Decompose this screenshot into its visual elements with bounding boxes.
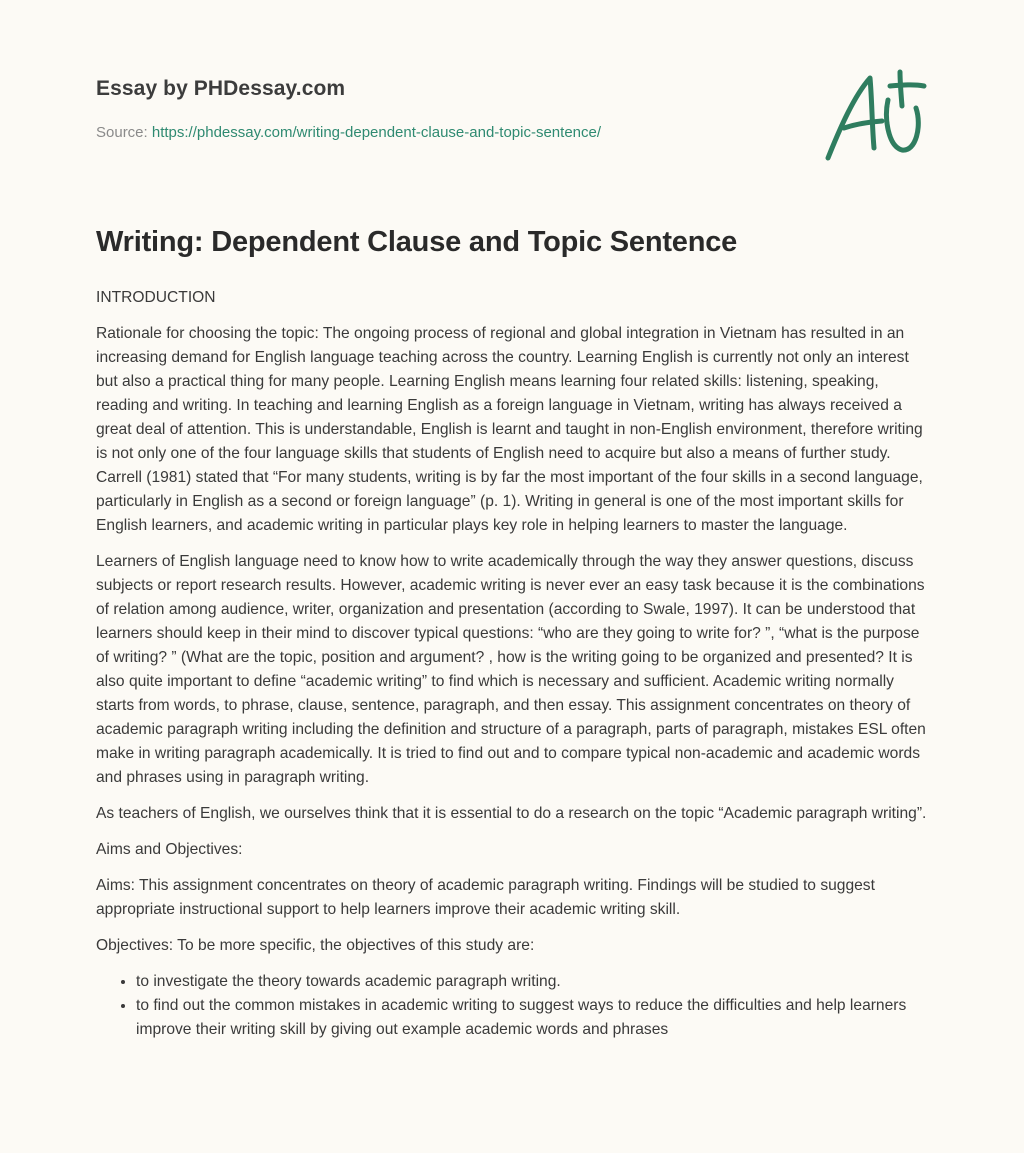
site-brand: Essay by PHDessay.com [96,77,346,100]
essay-title: Writing: Dependent Clause and Topic Sentence [96,226,738,258]
source-label: Source: [96,124,152,141]
paragraph-aims: Aims: This assignment concentrates on theory of academic paragraph writing. Findings will be studied to suggest appropriate instructional support to help learners improve their academic writing skill. [96,877,875,918]
section-heading-introduction: INTRODUCTION [96,289,216,306]
essay-body [96,286,932,1042]
list-item: • to find out the common mistakes in academic writing to suggest ways to reduce the difficulties and help learners improve their writing skill by giving out example academic words and phrases [136,994,932,1042]
paragraph-rationale: Rationale for choosing the topic: The ongoing process of regional and global integration in Vietnam has resulted in an increasing demand for English language teaching across the country. Learning English is currently not only an interest but also a practical thing for many people. Learning English means learning four related skills: listening, speaking, reading and writing. In teaching and learning English as a foreign language in Vietnam, writing has always received a great deal of attention. This is understandable, English is learnt and taught in non-English environment, therefore writing is not only one of the four language skills that students of English need to acquire but also a means of further study. Carrell (1981) stated that “For many students, writing is by far the most important of the four skills in a second language, particularly in English as a second or foreign language” (p. 1). Writing in general is one of the most important skills for English learners, and academic writing in particular plays key role in helping learners to master the language. [96,325,923,534]
section-heading-aims-objectives: Aims and Objectives: [96,841,243,858]
objectives-list [96,970,932,1042]
paragraph-learners: Learners of English language need to know how to write academically through the way they answer questions, discuss subjects or report research results. However, academic writing is never ever an easy task because it is the combinations of relation among audience, writer, organization and presentation (according to Swale, 1997). It can be understood that learners should keep in their mind to discover typical questions: “who are they going to write for? ”, “what is the purpose of writing? ” (What are the topic, position and argument? , how is the writing going to be organized and presented? It is also quite important to define “academic writing” to find which is necessary and sufficient. Academic writing normally starts from words, to phrase, clause, sentence, paragraph, and then essay. This assignment concentrates on theory of academic paragraph writing including the definition and structure of a paragraph, parts of paragraph, mistakes ESL often make in writing paragraph academically. It is tried to find out and to compare typical non-academic and academic words and phrases using in paragraph writing. [96,553,926,786]
paragraph-teachers: As teachers of English, we ourselves think that it is essential to do a research on the topic “Academic paragraph writing”. [96,805,927,822]
source-link[interactable]: https://phdessay.com/writing-dependent-clause-and-topic-sentence/ [151,124,602,141]
a-plus-grade-icon [818,66,930,166]
list-item: • to investigate the theory towards academic paragraph writing. [136,970,932,994]
source-line [96,124,601,141]
paragraph-objectives: Objectives: To be more specific, the objectives of this study are: [96,937,535,954]
